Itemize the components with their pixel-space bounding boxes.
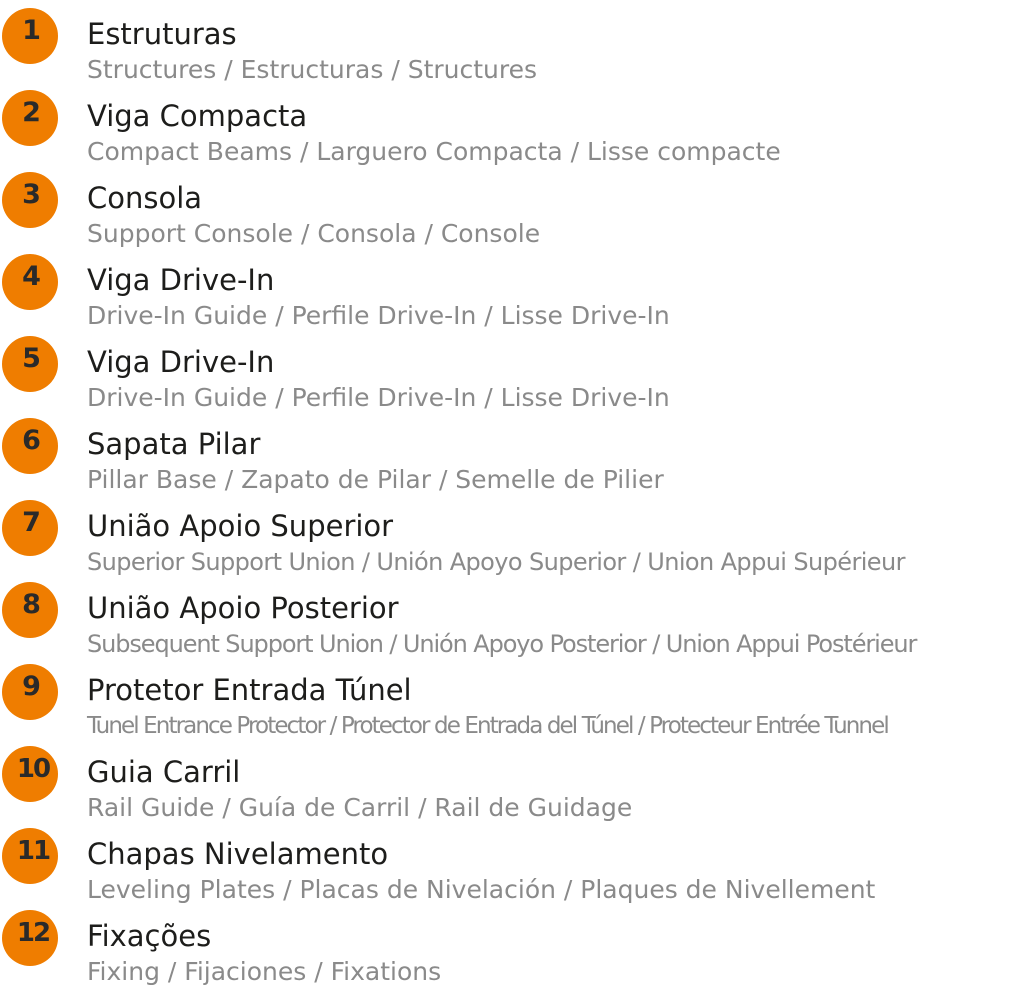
number-badge — [2, 828, 58, 884]
legend-item — [0, 497, 1024, 579]
item-title: Consola — [87, 181, 203, 215]
item-subtitle: Pillar Base / Zapato de Pilar / Semelle de Pilier — [87, 465, 664, 494]
item-subtitle: Support Console / Consola / Console — [87, 219, 541, 248]
number-badge — [2, 664, 58, 720]
item-number: 10 — [16, 754, 50, 784]
item-title: União Apoio Posterior — [87, 591, 399, 625]
item-subtitle: Drive-In Guide / Perfile Drive-In / Lisse Drive-In — [87, 383, 670, 412]
item-title: Viga Drive-In — [87, 345, 275, 379]
parts-legend — [0, 5, 1024, 989]
item-title: Viga Compacta — [87, 99, 308, 133]
item-number: 9 — [22, 670, 40, 702]
item-title: Fixações — [87, 919, 212, 953]
legend-item — [0, 87, 1024, 169]
item-subtitle: Structures / Estructuras / Structures — [87, 55, 538, 84]
item-title: União Apoio Superior — [87, 509, 394, 543]
item-title: Protetor Entrada Túnel — [87, 673, 412, 707]
item-subtitle: Leveling Plates / Placas de Nivelación / Plaques de Nivellement — [87, 875, 876, 904]
item-number: 12 — [16, 918, 50, 948]
item-subtitle: Compact Beams / Larguero Compacta / Lisse compacte — [87, 137, 781, 166]
item-title: Chapas Nivelamento — [87, 837, 389, 871]
legend-item — [0, 907, 1024, 989]
item-title: Sapata Pilar — [87, 427, 261, 461]
item-number: 4 — [22, 260, 40, 292]
number-badge — [2, 500, 58, 556]
legend-item — [0, 169, 1024, 251]
number-badge — [2, 418, 58, 474]
number-badge — [2, 582, 58, 638]
number-badge — [2, 90, 58, 146]
item-title: Guia Carril — [87, 755, 241, 789]
item-title: Viga Drive-In — [87, 263, 275, 297]
number-badge — [2, 910, 58, 966]
item-number: 6 — [22, 424, 40, 456]
legend-item — [0, 743, 1024, 825]
number-badge — [2, 254, 58, 310]
legend-item — [0, 579, 1024, 661]
legend-item — [0, 333, 1024, 415]
number-badge — [2, 8, 58, 64]
item-number: 5 — [22, 342, 40, 374]
legend-item — [0, 5, 1024, 87]
item-subtitle: Drive-In Guide / Perfile Drive-In / Lisse Drive-In — [87, 301, 670, 330]
item-subtitle: Superior Support Union / Unión Apoyo Superior / Union Appui Supérieur — [87, 548, 905, 576]
item-number: 8 — [22, 588, 40, 620]
item-subtitle: Fixing / Fijaciones / Fixations — [87, 957, 442, 986]
item-number: 7 — [22, 506, 40, 538]
legend-item — [0, 415, 1024, 497]
item-number: 11 — [16, 836, 50, 866]
legend-item — [0, 825, 1024, 907]
item-number: 2 — [22, 96, 40, 128]
item-subtitle: Subsequent Support Union / Unión Apoyo Posterior / Union Appui Postérieur — [87, 630, 917, 658]
legend-item — [0, 251, 1024, 333]
item-title: Estruturas — [87, 17, 237, 51]
number-badge — [2, 336, 58, 392]
item-subtitle: Tunel Entrance Protector / Protector de Entrada del Túnel / Protecteur Entrée Tunnel — [87, 713, 888, 739]
item-subtitle: Rail Guide / Guía de Carril / Rail de Guidage — [87, 793, 633, 822]
number-badge — [2, 172, 58, 228]
item-number: 3 — [22, 178, 40, 210]
item-number: 1 — [22, 14, 40, 46]
legend-item — [0, 661, 1024, 743]
number-badge — [2, 746, 58, 802]
